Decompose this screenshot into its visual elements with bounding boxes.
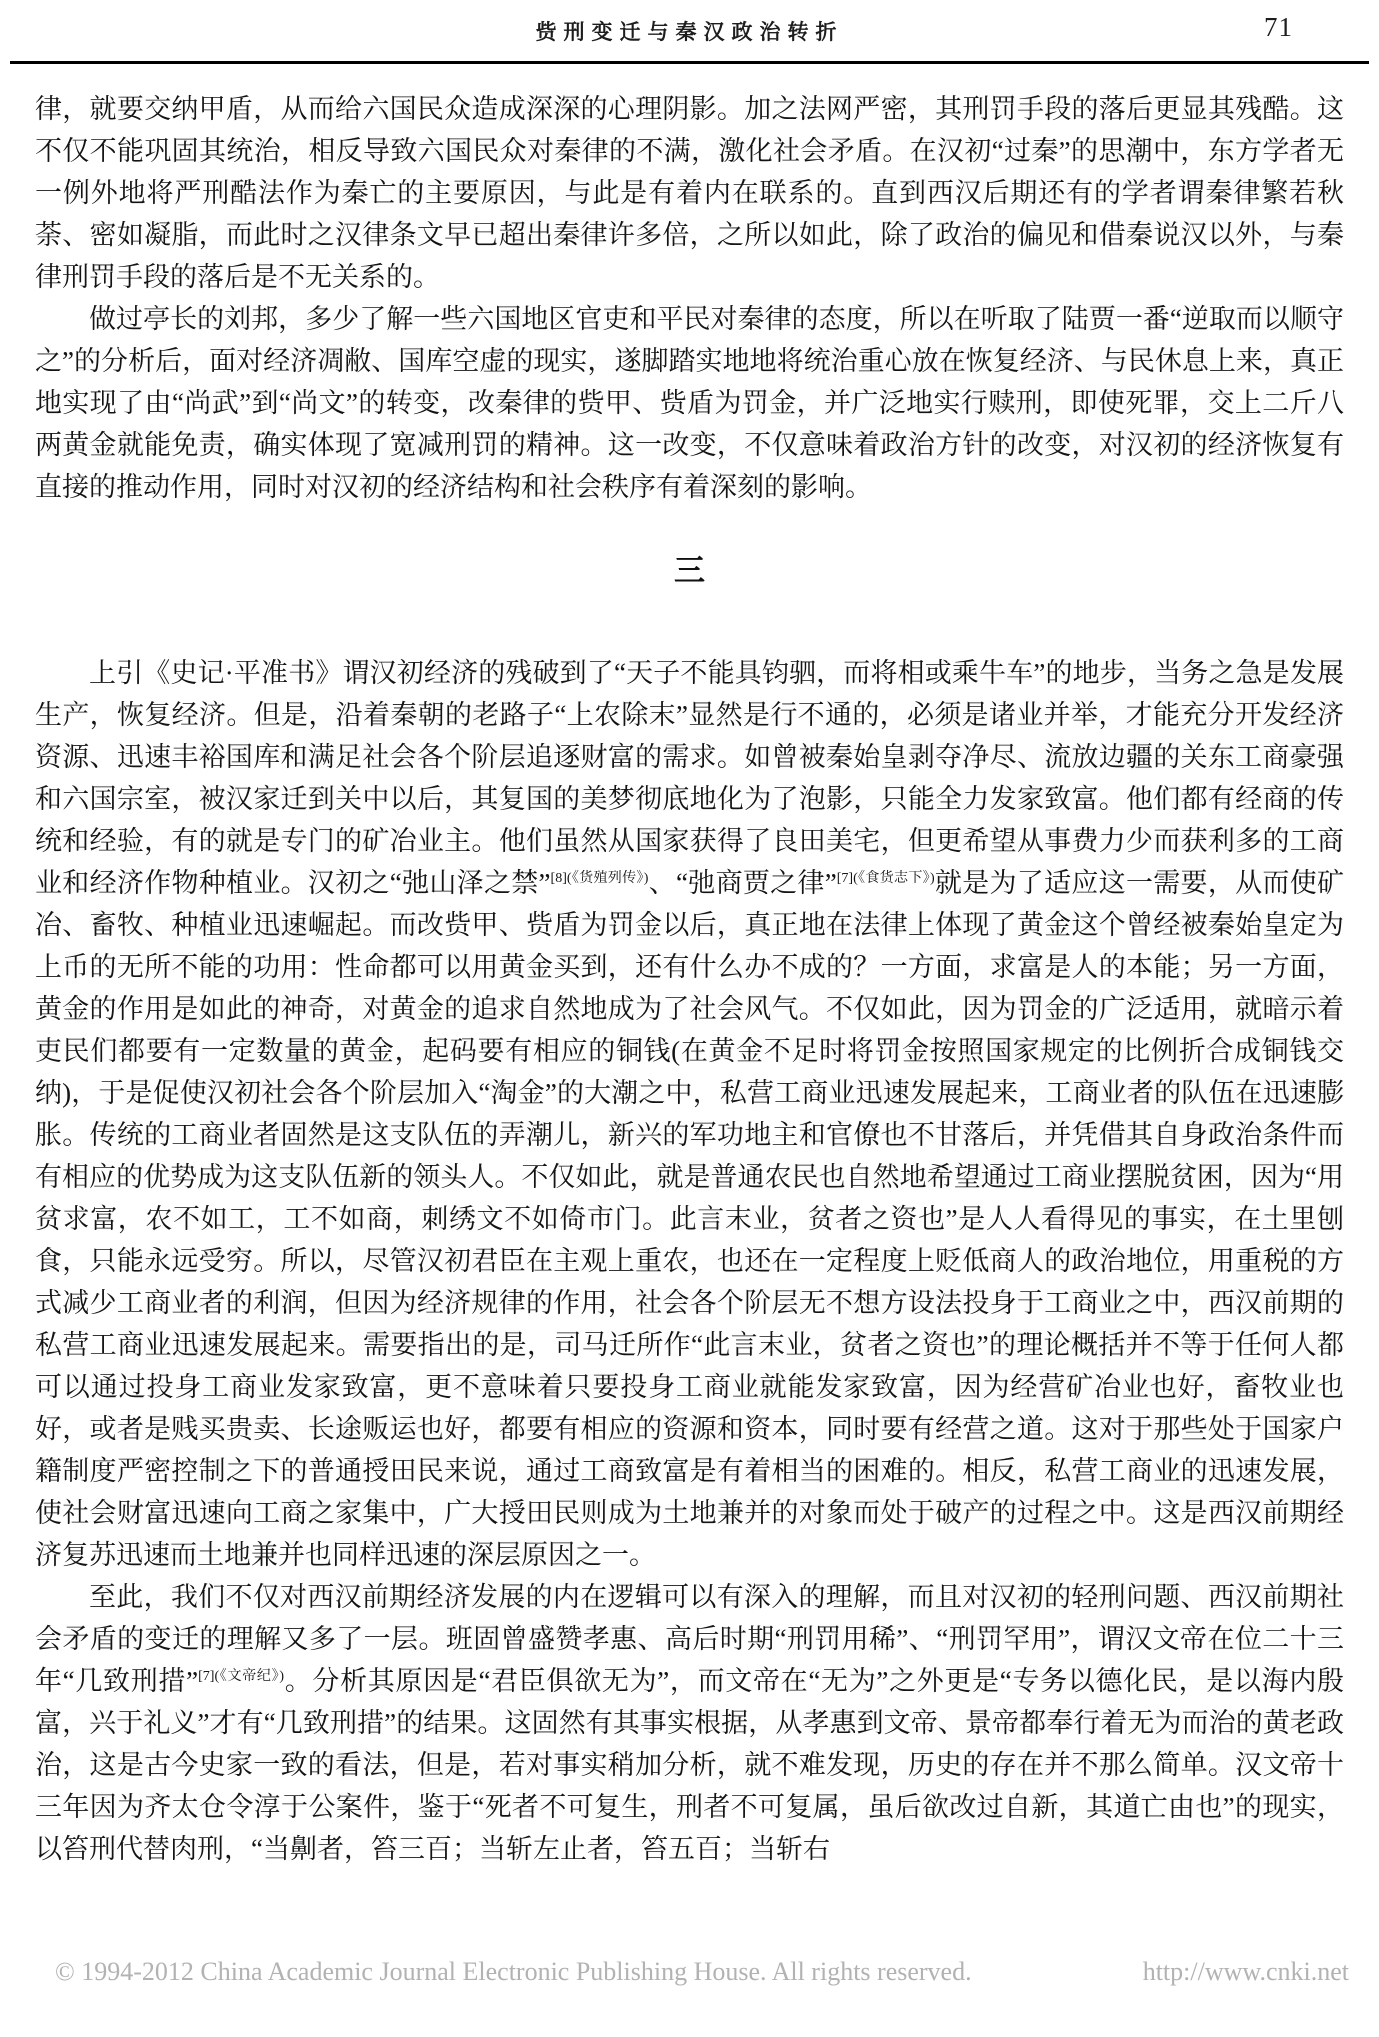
- paragraph: 律，就要交纳甲盾，从而给六国民众造成深深的心理阴影。加之法网严密，其刑罚手段的落后更显其残酷。这不仅不能巩固其统治，相反导致六国民众对秦律的不满，激化社会矛盾。在汉初“过秦”的思潮中，东方学者无一例外地将严刑酷法作为秦亡的主要原因，与此是有着内在联系的。直到西汉后期还有的学者谓秦律繁若秋荼、密如凝脂，而此时之汉律条文早已超出秦律许多倍，之所以如此，除了政治的偏见和借秦说汉以外，与秦律刑罚手段的落后是不无关系的。: [35, 94, 1344, 292]
- article-body: [35, 88, 1344, 1870]
- header-rule: [10, 61, 1369, 64]
- watermark-footer: [55, 1957, 1349, 1987]
- page-number: 71: [1264, 12, 1293, 42]
- copyright-text: © 1994-2012 China Academic Journal Electronic Publishing House. All rights reserved.: [55, 1957, 972, 1986]
- paragraph: 做过亭长的刘邦，多少了解一些六国地区官吏和平民对秦律的态度，所以在听取了陆贾一番“逆取而以顺守之”的分析后，面对经济凋敝、国库空虚的现实，遂脚踏实地地将统治重心放在恢复经济、与民休息上来，真正地实现了由“尚武”到“尚文”的转变，改秦律的赀甲、赀盾为罚金，并广泛地实行赎刑，即使死罪，交上二斤八两黄金就能免责，确实体现了宽减刑罚的精神。这一改变，不仅意味着政治方针的改变，对汉初的经济恢复有直接的推动作用，同时对汉初的经济结构和社会秩序有着深刻的影响。: [35, 304, 1344, 502]
- page-title: 赀刑变迁与秦汉政治转折: [535, 20, 844, 44]
- section-heading: 三: [674, 553, 705, 588]
- paragraph-group-bottom: [35, 652, 1344, 1870]
- citation-superscript: [7](《食货志下》): [836, 870, 935, 886]
- citation-superscript: [8](《货殖列传》): [550, 870, 649, 886]
- paragraph: 上引《史记·平准书》谓汉初经济的残破到了“天子不能具钧驷，而将相或乘牛车”的地步，当务之急是发展生产，恢复经济。但是，沿着秦朝的老路子“上农除末”显然是行不通的，必须是诸业并举，才能充分开发经济资源、迅速丰裕国库和满足社会各个阶层追逐财富的需求。如曾被秦始皇剥夺净尽、流放边疆的关东工商豪强和六国宗室，被汉家迁到关中以后，其复国的美梦彻底地化为了泡影，只能全力发家致富。他们都有经商的传统和经验，有的就是专门的矿冶业主。他们虽然从国家获得了良田美宅，但更希望从事费力少而获利多的工商业和经济作物种植业。汉初之“弛山泽之禁”$^{[8](《货殖列传》)}$、“弛商贾之律”$^{[7](《食货志下》)}$就是为了适应这一需要，从而使矿冶、畜牧、种植业迅速崛起。而改赀甲、赀盾为罚金以后，真正地在法律上体现了黄金这个曾经被秦始皇定为上币的无所不能的功用：性命都可以用黄金买到，还有什么办不成的？一方面，求富是人的本能；另一方面，黄金的作用是如此的神奇，对黄金的追求自然地成为了社会风气。不仅如此，因为罚金的广泛适用，就暗示着吏民们都要有一定数量的黄金，起码要有相应的铜钱(在黄金不足时将罚金按照国家规定的比例折合成铜钱交纳)，于是促使汉初社会各个阶层加入“淘金”的大潮之中，私营工商业迅速发展起来，工商业者的队伍在迅速膨胀。传统的工商业者固然是这支队伍的弄潮儿，新兴的军功地主和官僚也不甘落后，并凭借其自身政治条件而有相应的优势成为这支队伍新的领头人。不仅如此，就是普通农民也自然地希望通过工商业摆脱贫困，因为“用贫求富，农不如工，工不如商，刺绣文不如倚市门。此言末业，贫者之资也”是人人看得见的事实，在土里刨食，只能永远受穷。所以，尽管汉初君臣在主观上重农，也还在一定程度上贬低商人的政治地位，用重税的方式减少工商业者的利润，但因为经济规律的作用，社会各个阶层无不想方设法投身于工商业之中，西汉前期的私营工商业迅速发展起来。需要指出的是，司马迁所作“此言末业，贫者之资也”的理论概括并不等于任何人都可以通过投身工商业发家致富，更不意味着只要投身工商业就能发家致富，因为经营矿冶业也好，畜牧业也好，或者是贱买贵卖、长途贩运也好，都要有相应的资源和资本，同时要有经营之道。这对于那些处于国家户籍制度严密控制之下的普通授田民来说，通过工商致富是有着相当的困难的。相反，私营工商业的迅速发展，使社会财富迅速向工商之家集中，广大授田民则成为土地兼并的对象而处于破产的过程之中。这是西汉前期经济复苏迅速而土地兼并也同样迅速的深层原因之一。: [35, 658, 1345, 1570]
- paragraph-group-top: [35, 88, 1344, 508]
- footer-url: http://www.cnki.net: [1142, 1957, 1349, 1986]
- paragraph: 至此，我们不仅对西汉前期经济发展的内在逻辑可以有深入的理解，而且对汉初的轻刑问题、西汉前期社会矛盾的变迁的理解又多了一层。班固曾盛赞孝惠、高后时期“刑罚用稀”、“刑罚罕用”，谓汉文帝在位二十三年“几致刑措”$^{[7](《文帝纪》)}$。分析其原因是“君臣俱欲无为”，而文帝在“无为”之外更是“专务以德化民，是以海内殷富，兴于礼义”才有“几致刑措”的结果。这固然有其事实根据，从孝惠到文帝、景帝都奉行着无为而治的黄老政治，这是古今史家一致的看法，但是，若对事实稍加分析，就不难发现，历史的存在并不那么简单。汉文帝十三年因为齐太仓令淳于公案件，鉴于“死者不可复生，刑者不可复属，虽后欲改过自新，其道亡由也”的现实，以笞刑代替肉刑，“当劓者，笞三百；当斩左止者，笞五百；当斩右: [35, 1582, 1345, 1864]
- citation-superscript: [7](《文帝纪》): [198, 1668, 285, 1684]
